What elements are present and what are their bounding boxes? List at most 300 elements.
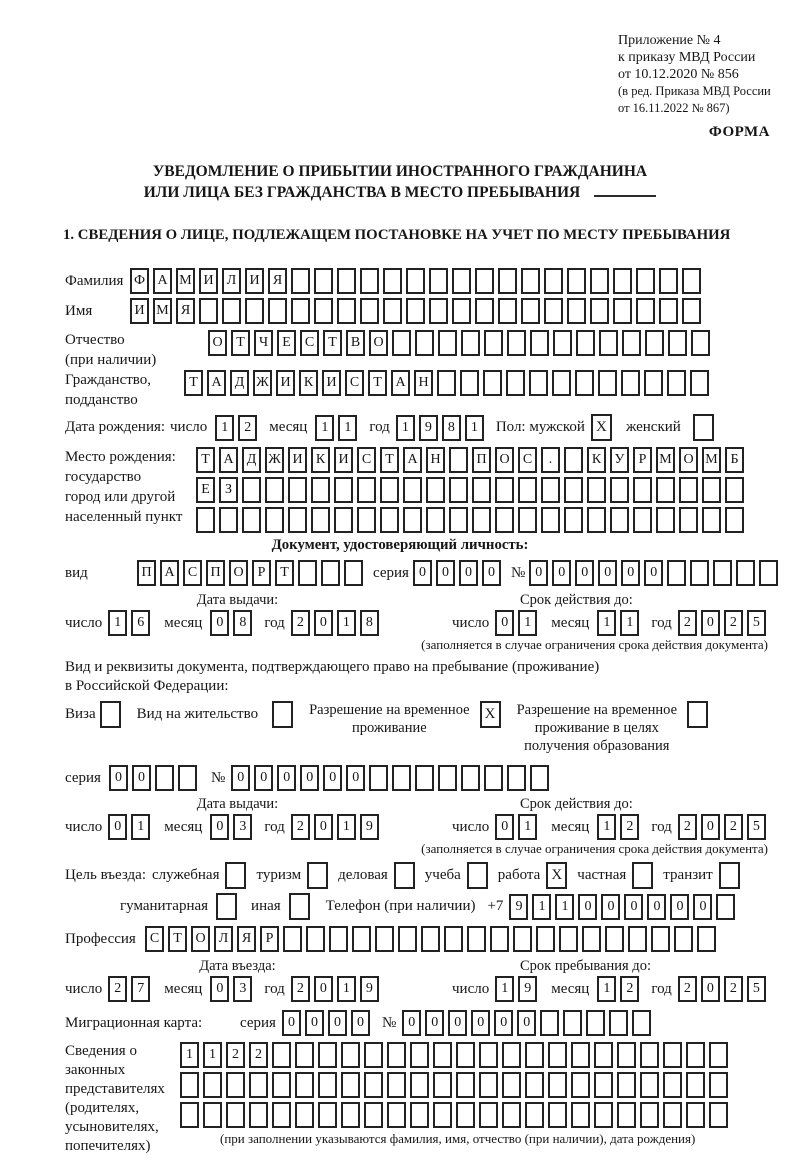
- char-cell[interactable]: [540, 1010, 559, 1036]
- char-cell[interactable]: [295, 1042, 314, 1068]
- char-cell[interactable]: [605, 926, 624, 952]
- char-cell[interactable]: [544, 268, 563, 294]
- char-cell[interactable]: [686, 1042, 705, 1068]
- char-cell[interactable]: [691, 330, 710, 356]
- char-cell[interactable]: [617, 1072, 636, 1098]
- char-cell[interactable]: А: [219, 447, 238, 473]
- residence-valid-month-cells[interactable]: [597, 814, 643, 840]
- char-cell[interactable]: 0: [436, 560, 455, 586]
- char-cell[interactable]: [452, 298, 471, 324]
- char-cell[interactable]: Б: [725, 447, 744, 473]
- char-cell[interactable]: 0: [109, 765, 128, 791]
- char-cell[interactable]: [679, 477, 698, 503]
- char-cell[interactable]: [438, 330, 457, 356]
- birth-year-cells[interactable]: [396, 415, 488, 441]
- char-cell[interactable]: [475, 298, 494, 324]
- char-cell[interactable]: 1: [131, 814, 150, 840]
- char-cell[interactable]: [479, 1042, 498, 1068]
- birth-month-cells[interactable]: [315, 415, 361, 441]
- char-cell[interactable]: Л: [214, 926, 233, 952]
- char-cell[interactable]: [311, 477, 330, 503]
- char-cell[interactable]: И: [276, 370, 295, 396]
- char-cell[interactable]: [352, 926, 371, 952]
- char-cell[interactable]: [456, 1072, 475, 1098]
- purpose-other-checkbox[interactable]: [289, 893, 310, 920]
- char-cell[interactable]: [314, 298, 333, 324]
- char-cell[interactable]: [525, 1042, 544, 1068]
- doc-valid-month-cells[interactable]: [597, 610, 643, 636]
- char-cell[interactable]: [659, 298, 678, 324]
- char-cell[interactable]: К: [587, 447, 606, 473]
- char-cell[interactable]: Н: [414, 370, 433, 396]
- char-cell[interactable]: 0: [644, 560, 663, 586]
- char-cell[interactable]: 2: [724, 814, 743, 840]
- residence-issue-month-cells[interactable]: [210, 814, 256, 840]
- char-cell[interactable]: 0: [231, 765, 250, 791]
- char-cell[interactable]: [433, 1072, 452, 1098]
- char-cell[interactable]: [564, 447, 583, 473]
- char-cell[interactable]: 5: [747, 814, 766, 840]
- char-cell[interactable]: 1: [620, 610, 639, 636]
- char-cell[interactable]: 0: [282, 1010, 301, 1036]
- char-cell[interactable]: 0: [328, 1010, 347, 1036]
- char-cell[interactable]: 0: [323, 765, 342, 791]
- char-cell[interactable]: О: [208, 330, 227, 356]
- char-cell[interactable]: Т: [368, 370, 387, 396]
- char-cell[interactable]: 1: [337, 610, 356, 636]
- char-cell[interactable]: 0: [305, 1010, 324, 1036]
- char-cell[interactable]: .: [541, 447, 560, 473]
- char-cell[interactable]: 2: [291, 814, 310, 840]
- char-cell[interactable]: [449, 477, 468, 503]
- char-cell[interactable]: [736, 560, 755, 586]
- char-cell[interactable]: [513, 926, 532, 952]
- char-cell[interactable]: [529, 370, 548, 396]
- char-cell[interactable]: [360, 268, 379, 294]
- char-cell[interactable]: [668, 330, 687, 356]
- char-cell[interactable]: [444, 926, 463, 952]
- char-cell[interactable]: [461, 330, 480, 356]
- char-cell[interactable]: 2: [226, 1042, 245, 1068]
- char-cell[interactable]: 2: [238, 415, 257, 441]
- purpose-study-checkbox[interactable]: [467, 862, 488, 889]
- char-cell[interactable]: 0: [448, 1010, 467, 1036]
- char-cell[interactable]: Л: [222, 268, 241, 294]
- char-cell[interactable]: 0: [670, 894, 689, 920]
- char-cell[interactable]: [291, 298, 310, 324]
- char-cell[interactable]: [686, 1102, 705, 1128]
- char-cell[interactable]: 0: [693, 894, 712, 920]
- char-cell[interactable]: [484, 330, 503, 356]
- char-cell[interactable]: [321, 560, 340, 586]
- stay-year-cells[interactable]: [678, 976, 770, 1002]
- char-cell[interactable]: 1: [337, 976, 356, 1002]
- char-cell[interactable]: [667, 370, 686, 396]
- char-cell[interactable]: У: [610, 447, 629, 473]
- char-cell[interactable]: 0: [459, 560, 478, 586]
- char-cell[interactable]: [272, 1072, 291, 1098]
- char-cell[interactable]: 1: [337, 814, 356, 840]
- char-cell[interactable]: И: [288, 447, 307, 473]
- char-cell[interactable]: 7: [131, 976, 150, 1002]
- char-cell[interactable]: Е: [277, 330, 296, 356]
- char-cell[interactable]: [433, 1042, 452, 1068]
- char-cell[interactable]: [590, 268, 609, 294]
- char-cell[interactable]: 0: [254, 765, 273, 791]
- char-cell[interactable]: С: [345, 370, 364, 396]
- char-cell[interactable]: [725, 507, 744, 533]
- purpose-tourism-checkbox[interactable]: [307, 862, 328, 889]
- char-cell[interactable]: [318, 1042, 337, 1068]
- char-cell[interactable]: 1: [203, 1042, 222, 1068]
- char-cell[interactable]: [337, 298, 356, 324]
- char-cell[interactable]: [426, 477, 445, 503]
- char-cell[interactable]: О: [495, 447, 514, 473]
- char-cell[interactable]: [460, 370, 479, 396]
- char-cell[interactable]: [337, 268, 356, 294]
- char-cell[interactable]: [548, 1072, 567, 1098]
- doc-series-cells[interactable]: [413, 560, 505, 586]
- char-cell[interactable]: [594, 1072, 613, 1098]
- char-cell[interactable]: 1: [180, 1042, 199, 1068]
- char-cell[interactable]: 0: [494, 1010, 513, 1036]
- char-cell[interactable]: [467, 926, 486, 952]
- char-cell[interactable]: [541, 477, 560, 503]
- char-cell[interactable]: В: [346, 330, 365, 356]
- char-cell[interactable]: [415, 765, 434, 791]
- char-cell[interactable]: 0: [495, 610, 514, 636]
- name-cells[interactable]: [130, 298, 705, 324]
- char-cell[interactable]: 2: [678, 610, 697, 636]
- char-cell[interactable]: 0: [575, 560, 594, 586]
- temp-residence-edu-checkbox[interactable]: [687, 701, 708, 728]
- char-cell[interactable]: [484, 765, 503, 791]
- char-cell[interactable]: [567, 298, 586, 324]
- char-cell[interactable]: [659, 268, 678, 294]
- char-cell[interactable]: А: [391, 370, 410, 396]
- char-cell[interactable]: 5: [747, 610, 766, 636]
- char-cell[interactable]: [318, 1102, 337, 1128]
- doc-number-cells[interactable]: [529, 560, 782, 586]
- char-cell[interactable]: [203, 1102, 222, 1128]
- char-cell[interactable]: 0: [701, 610, 720, 636]
- char-cell[interactable]: [621, 370, 640, 396]
- char-cell[interactable]: 2: [620, 814, 639, 840]
- char-cell[interactable]: [155, 765, 174, 791]
- char-cell[interactable]: [364, 1042, 383, 1068]
- patronymic-cells[interactable]: [208, 330, 714, 356]
- char-cell[interactable]: [357, 477, 376, 503]
- char-cell[interactable]: [249, 1072, 268, 1098]
- char-cell[interactable]: Я: [237, 926, 256, 952]
- char-cell[interactable]: [245, 298, 264, 324]
- char-cell[interactable]: [380, 477, 399, 503]
- residence-permit-checkbox[interactable]: [272, 701, 293, 728]
- citizenship-cells[interactable]: [184, 370, 713, 396]
- char-cell[interactable]: [632, 1010, 651, 1036]
- char-cell[interactable]: [249, 1102, 268, 1128]
- char-cell[interactable]: [295, 1102, 314, 1128]
- char-cell[interactable]: [709, 1072, 728, 1098]
- doc-issue-day-cells[interactable]: [108, 610, 154, 636]
- stay-day-cells[interactable]: [495, 976, 541, 1002]
- char-cell[interactable]: 0: [413, 560, 432, 586]
- char-cell[interactable]: [709, 1102, 728, 1128]
- char-cell[interactable]: [272, 1102, 291, 1128]
- char-cell[interactable]: [702, 507, 721, 533]
- char-cell[interactable]: [196, 507, 215, 533]
- char-cell[interactable]: [609, 1010, 628, 1036]
- char-cell[interactable]: [716, 894, 735, 920]
- stay-month-cells[interactable]: [597, 976, 643, 1002]
- char-cell[interactable]: Т: [323, 330, 342, 356]
- char-cell[interactable]: [398, 926, 417, 952]
- char-cell[interactable]: [518, 477, 537, 503]
- char-cell[interactable]: А: [160, 560, 179, 586]
- char-cell[interactable]: 1: [597, 610, 616, 636]
- char-cell[interactable]: [452, 268, 471, 294]
- char-cell[interactable]: [380, 507, 399, 533]
- char-cell[interactable]: 1: [518, 610, 537, 636]
- char-cell[interactable]: Я: [176, 298, 195, 324]
- char-cell[interactable]: 2: [291, 976, 310, 1002]
- char-cell[interactable]: [479, 1102, 498, 1128]
- char-cell[interactable]: З: [219, 477, 238, 503]
- residence-number-cells[interactable]: [231, 765, 553, 791]
- char-cell[interactable]: [640, 1042, 659, 1068]
- char-cell[interactable]: [242, 477, 261, 503]
- doc-valid-day-cells[interactable]: [495, 610, 541, 636]
- char-cell[interactable]: 1: [338, 415, 357, 441]
- char-cell[interactable]: [530, 330, 549, 356]
- char-cell[interactable]: Т: [380, 447, 399, 473]
- char-cell[interactable]: [622, 330, 641, 356]
- sex-male-checkbox[interactable]: X: [591, 414, 612, 441]
- char-cell[interactable]: 0: [425, 1010, 444, 1036]
- temp-residence-checkbox[interactable]: X: [480, 701, 501, 728]
- migration-series-cells[interactable]: [282, 1010, 374, 1036]
- char-cell[interactable]: 5: [747, 976, 766, 1002]
- char-cell[interactable]: [415, 330, 434, 356]
- visa-checkbox[interactable]: [100, 701, 121, 728]
- char-cell[interactable]: [686, 1072, 705, 1098]
- char-cell[interactable]: И: [334, 447, 353, 473]
- char-cell[interactable]: [392, 765, 411, 791]
- char-cell[interactable]: [265, 507, 284, 533]
- char-cell[interactable]: 9: [360, 976, 379, 1002]
- char-cell[interactable]: [663, 1072, 682, 1098]
- char-cell[interactable]: [617, 1042, 636, 1068]
- char-cell[interactable]: [571, 1072, 590, 1098]
- char-cell[interactable]: [564, 507, 583, 533]
- char-cell[interactable]: 3: [233, 814, 252, 840]
- char-cell[interactable]: [426, 507, 445, 533]
- char-cell[interactable]: 0: [552, 560, 571, 586]
- char-cell[interactable]: [387, 1072, 406, 1098]
- birth-place-row-3[interactable]: [196, 507, 748, 533]
- char-cell[interactable]: 1: [315, 415, 334, 441]
- purpose-transit-checkbox[interactable]: [719, 862, 740, 889]
- char-cell[interactable]: [456, 1042, 475, 1068]
- char-cell[interactable]: 0: [314, 976, 333, 1002]
- char-cell[interactable]: 1: [495, 976, 514, 1002]
- char-cell[interactable]: [636, 268, 655, 294]
- char-cell[interactable]: [536, 926, 555, 952]
- char-cell[interactable]: Ж: [253, 370, 272, 396]
- char-cell[interactable]: 0: [108, 814, 127, 840]
- char-cell[interactable]: [410, 1042, 429, 1068]
- char-cell[interactable]: [369, 765, 388, 791]
- char-cell[interactable]: С: [183, 560, 202, 586]
- char-cell[interactable]: Ж: [265, 447, 284, 473]
- char-cell[interactable]: О: [191, 926, 210, 952]
- char-cell[interactable]: [498, 268, 517, 294]
- char-cell[interactable]: [472, 477, 491, 503]
- char-cell[interactable]: [651, 926, 670, 952]
- char-cell[interactable]: [306, 926, 325, 952]
- char-cell[interactable]: [502, 1072, 521, 1098]
- char-cell[interactable]: [690, 560, 709, 586]
- char-cell[interactable]: [644, 370, 663, 396]
- char-cell[interactable]: [617, 1102, 636, 1128]
- char-cell[interactable]: [709, 1042, 728, 1068]
- char-cell[interactable]: [498, 298, 517, 324]
- char-cell[interactable]: [449, 447, 468, 473]
- char-cell[interactable]: [599, 330, 618, 356]
- char-cell[interactable]: [344, 560, 363, 586]
- char-cell[interactable]: Т: [184, 370, 203, 396]
- char-cell[interactable]: 1: [555, 894, 574, 920]
- char-cell[interactable]: Д: [242, 447, 261, 473]
- char-cell[interactable]: [521, 268, 540, 294]
- char-cell[interactable]: [495, 477, 514, 503]
- char-cell[interactable]: [571, 1042, 590, 1068]
- char-cell[interactable]: [334, 507, 353, 533]
- purpose-work-checkbox[interactable]: X: [546, 862, 567, 889]
- char-cell[interactable]: [576, 330, 595, 356]
- char-cell[interactable]: [219, 507, 238, 533]
- char-cell[interactable]: Т: [168, 926, 187, 952]
- purpose-official-checkbox[interactable]: [225, 862, 246, 889]
- char-cell[interactable]: А: [403, 447, 422, 473]
- char-cell[interactable]: [541, 507, 560, 533]
- char-cell[interactable]: [563, 1010, 582, 1036]
- char-cell[interactable]: [265, 477, 284, 503]
- char-cell[interactable]: [525, 1102, 544, 1128]
- char-cell[interactable]: [178, 765, 197, 791]
- char-cell[interactable]: [663, 1042, 682, 1068]
- char-cell[interactable]: 2: [249, 1042, 268, 1068]
- char-cell[interactable]: 0: [346, 765, 365, 791]
- char-cell[interactable]: 0: [578, 894, 597, 920]
- char-cell[interactable]: 2: [678, 814, 697, 840]
- char-cell[interactable]: М: [153, 298, 172, 324]
- residence-issue-day-cells[interactable]: [108, 814, 154, 840]
- char-cell[interactable]: [636, 298, 655, 324]
- char-cell[interactable]: [490, 926, 509, 952]
- residence-series-cells[interactable]: [109, 765, 201, 791]
- char-cell[interactable]: Я: [268, 268, 287, 294]
- char-cell[interactable]: [571, 1102, 590, 1128]
- char-cell[interactable]: 0: [529, 560, 548, 586]
- char-cell[interactable]: [311, 507, 330, 533]
- char-cell[interactable]: [702, 477, 721, 503]
- char-cell[interactable]: [697, 926, 716, 952]
- char-cell[interactable]: [567, 268, 586, 294]
- sex-female-checkbox[interactable]: [693, 414, 714, 441]
- char-cell[interactable]: Т: [275, 560, 294, 586]
- char-cell[interactable]: [222, 298, 241, 324]
- char-cell[interactable]: [582, 926, 601, 952]
- doc-issue-month-cells[interactable]: [210, 610, 256, 636]
- char-cell[interactable]: [633, 477, 652, 503]
- char-cell[interactable]: [437, 370, 456, 396]
- char-cell[interactable]: [640, 1102, 659, 1128]
- char-cell[interactable]: [288, 507, 307, 533]
- char-cell[interactable]: [575, 370, 594, 396]
- birth-place-row-1[interactable]: [196, 447, 748, 473]
- char-cell[interactable]: [552, 370, 571, 396]
- char-cell[interactable]: [472, 507, 491, 533]
- char-cell[interactable]: Ч: [254, 330, 273, 356]
- char-cell[interactable]: [674, 926, 693, 952]
- char-cell[interactable]: 2: [291, 610, 310, 636]
- char-cell[interactable]: 1: [532, 894, 551, 920]
- char-cell[interactable]: 6: [131, 610, 150, 636]
- char-cell[interactable]: 1: [597, 976, 616, 1002]
- representatives-row-2[interactable]: [180, 1072, 732, 1098]
- char-cell[interactable]: [403, 477, 422, 503]
- char-cell[interactable]: Т: [231, 330, 250, 356]
- char-cell[interactable]: С: [145, 926, 164, 952]
- char-cell[interactable]: 9: [419, 415, 438, 441]
- char-cell[interactable]: [525, 1072, 544, 1098]
- char-cell[interactable]: [364, 1072, 383, 1098]
- char-cell[interactable]: 0: [647, 894, 666, 920]
- char-cell[interactable]: [610, 477, 629, 503]
- char-cell[interactable]: 0: [601, 894, 620, 920]
- char-cell[interactable]: М: [176, 268, 195, 294]
- residence-valid-year-cells[interactable]: [678, 814, 770, 840]
- char-cell[interactable]: [295, 1072, 314, 1098]
- char-cell[interactable]: [406, 298, 425, 324]
- char-cell[interactable]: 0: [314, 610, 333, 636]
- char-cell[interactable]: [502, 1042, 521, 1068]
- char-cell[interactable]: [291, 268, 310, 294]
- char-cell[interactable]: [203, 1072, 222, 1098]
- char-cell[interactable]: Ф: [130, 268, 149, 294]
- char-cell[interactable]: 2: [724, 976, 743, 1002]
- char-cell[interactable]: 0: [701, 976, 720, 1002]
- char-cell[interactable]: [594, 1042, 613, 1068]
- char-cell[interactable]: [544, 298, 563, 324]
- char-cell[interactable]: 2: [678, 976, 697, 1002]
- char-cell[interactable]: [357, 507, 376, 533]
- char-cell[interactable]: [199, 298, 218, 324]
- char-cell[interactable]: [682, 298, 701, 324]
- entry-month-cells[interactable]: [210, 976, 256, 1002]
- char-cell[interactable]: [421, 926, 440, 952]
- char-cell[interactable]: 0: [495, 814, 514, 840]
- char-cell[interactable]: О: [369, 330, 388, 356]
- char-cell[interactable]: 0: [210, 976, 229, 1002]
- char-cell[interactable]: 0: [210, 610, 229, 636]
- char-cell[interactable]: [656, 507, 675, 533]
- char-cell[interactable]: [507, 765, 526, 791]
- char-cell[interactable]: [334, 477, 353, 503]
- char-cell[interactable]: [364, 1102, 383, 1128]
- char-cell[interactable]: 2: [620, 976, 639, 1002]
